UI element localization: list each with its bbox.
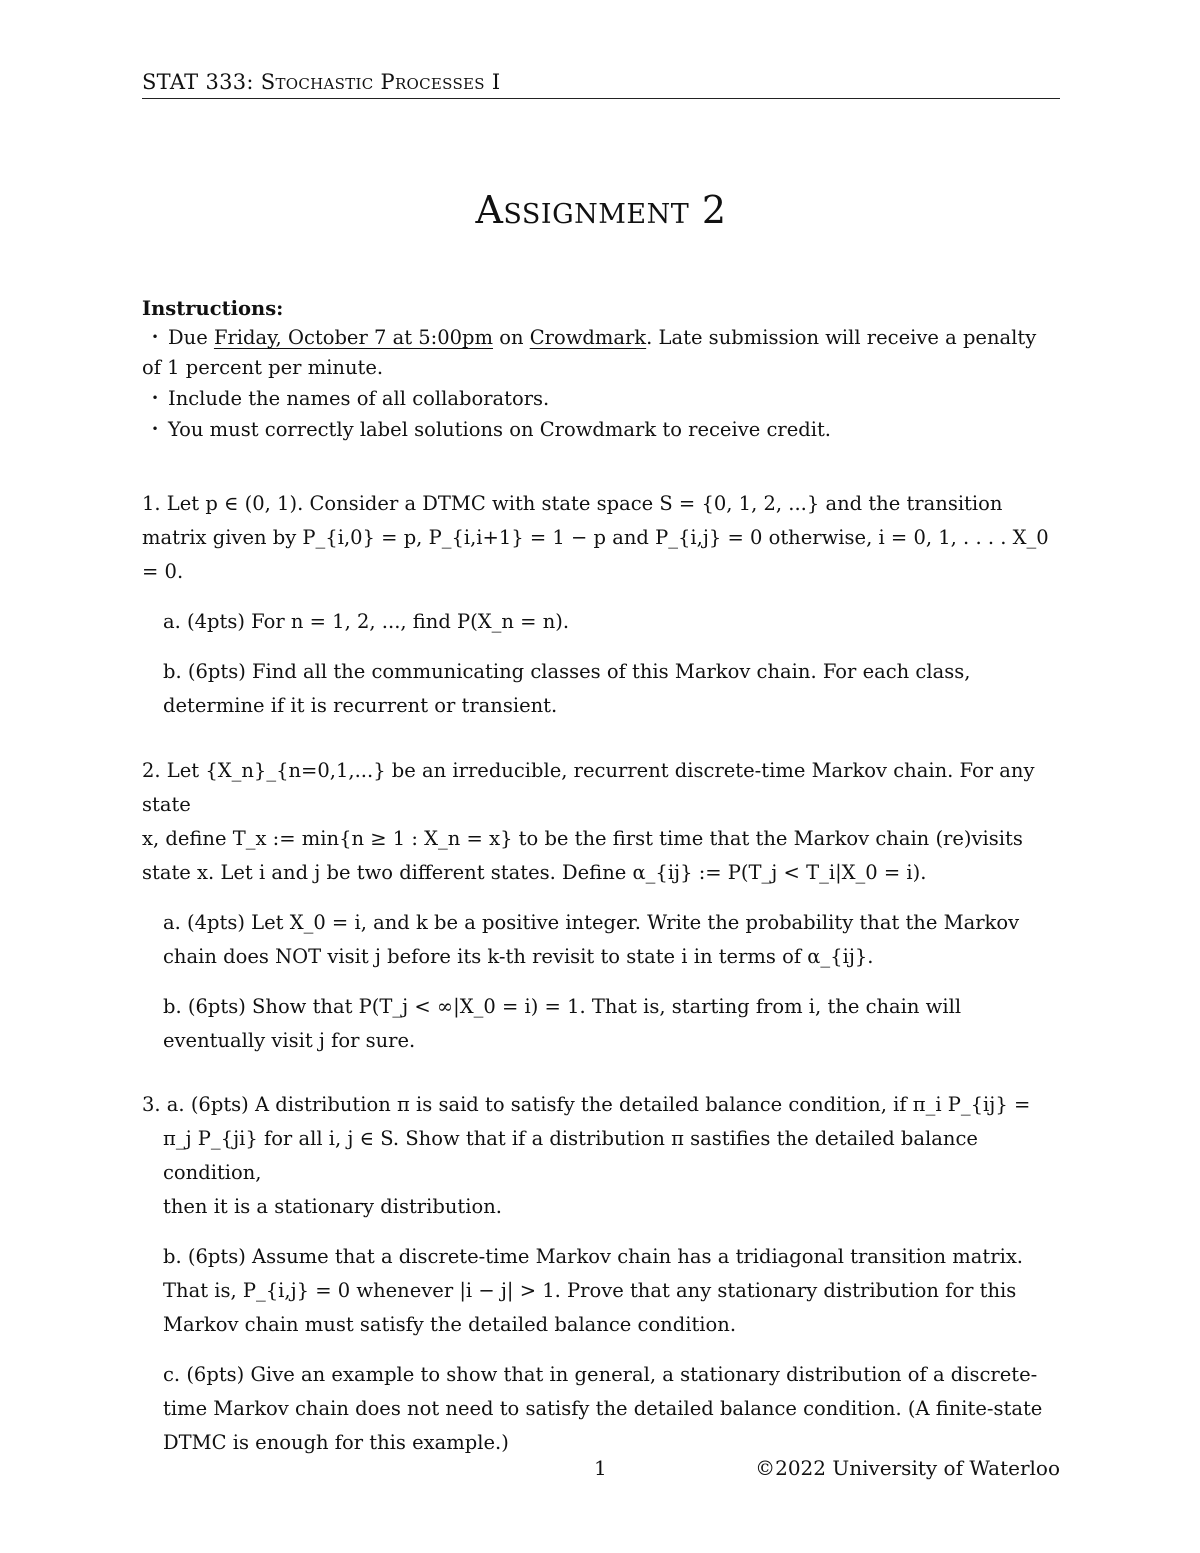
q3-part-c-line-1: c. (6pts) Give an example to show that in general, a stationary distribution of a discrete- — [163, 1363, 1038, 1386]
crowdmark-link[interactable]: Crowdmark — [529, 326, 647, 349]
question-2 — [142, 754, 1060, 1058]
q3-part-b-line-2: That is, P_{i,j} = 0 whenever |i − j| > 1. Prove that any stationary distribution for this — [163, 1279, 1017, 1302]
q2-part-b-line-2: eventually visit j for sure. — [163, 1029, 416, 1052]
q1-part-a: a. (4pts) For n = 1, 2, ..., find P(X_n = n). — [163, 610, 570, 633]
bullet-icon: • — [151, 330, 159, 344]
page-title: Assignment 2 — [475, 188, 727, 232]
q2-line-2: x, define T_x := min{n ≥ 1 : X_n = x} to be the first time that the Markov chain (re)visits — [142, 827, 1023, 850]
instruction-item-due: • Due Friday, October 7 at 5:00pm on Crowdmark. Late submission will receive a penalty — [142, 322, 1060, 353]
q3-part-a-line-1: 3. a. (6pts) A distribution π is said to satisfy the detailed balance condition, if π_i P_{ij} = — [142, 1093, 1031, 1116]
q3-part-a-line-2: π_j P_{ji} for all i, j ∈ S. Show that if a distribution π sastifies the detailed balance condition, — [163, 1127, 978, 1184]
course-code: STAT 333: — [142, 70, 261, 94]
q3-part-c-line-2: time Markov chain does not need to satisfy the detailed balance condition. (A finite-state — [163, 1397, 1043, 1420]
q2-part-b-line-1: b. (6pts) Show that P(T_j < ∞|X_0 = i) = 1. That is, starting from i, the chain will — [163, 995, 962, 1018]
q1-line-1: 1. Let p ∈ (0, 1). Consider a DTMC with state space S = {0, 1, 2, ...} and the transition — [142, 492, 1003, 515]
bullet-icon: • — [151, 422, 159, 436]
q1-part-b-line-1: b. (6pts) Find all the communicating classes of this Markov chain. For each class, — [163, 660, 971, 683]
instructions-heading: Instructions: — [142, 297, 284, 320]
q2-part-a-line-2: chain does NOT visit j before its k-th revisit to state i in terms of α_{ij}. — [163, 945, 874, 968]
q3-part-a-line-3: then it is a stationary distribution. — [163, 1195, 502, 1218]
q1-part-b-line-2: determine if it is recurrent or transient. — [163, 694, 558, 717]
q1-line-2: matrix given by P_{i,0} = p, P_{i,i+1} = 1 − p and P_{i,j} = 0 otherwise, i = 0, 1, . . . . X_0 = 0. — [142, 526, 1049, 583]
instruction-item-labels: • You must correctly label solutions on Crowdmark to receive credit. — [142, 414, 1060, 445]
course-name: Stochastic Processes I — [260, 70, 501, 94]
q2-line-3: state x. Let i and j be two different states. Define α_{ij} := P(T_j < T_i|X_0 = i). — [142, 861, 927, 884]
question-1 — [142, 487, 1060, 723]
q3-part-b-line-1: b. (6pts) Assume that a discrete-time Markov chain has a tridiagonal transition matrix. — [163, 1245, 1024, 1268]
q3-part-b-line-3: Markov chain must satisfy the detailed balance condition. — [163, 1313, 737, 1336]
running-header — [142, 70, 1060, 99]
instruction-item-collaborators: • Include the names of all collaborators. — [142, 383, 1060, 414]
bullet-icon: • — [151, 391, 159, 405]
q2-line-1: 2. Let {X_n}_{n=0,1,...} be an irreducible, recurrent discrete-time Markov chain. For any state — [142, 759, 1035, 816]
due-date: Friday, October 7 at 5:00pm — [213, 326, 494, 349]
page-number: 1 — [594, 1456, 607, 1480]
question-3 — [142, 1088, 1060, 1460]
q2-part-a-line-1: a. (4pts) Let X_0 = i, and k be a positive integer. Write the probability that the Markov — [163, 911, 1020, 934]
copyright-notice: ©2022 University of Waterloo — [755, 1456, 1060, 1480]
q3-part-c-line-3: DTMC is enough for this example.) — [163, 1431, 509, 1454]
instructions-section — [142, 296, 1060, 445]
instruction-item-due-continued: of 1 percent per minute. — [142, 356, 384, 379]
